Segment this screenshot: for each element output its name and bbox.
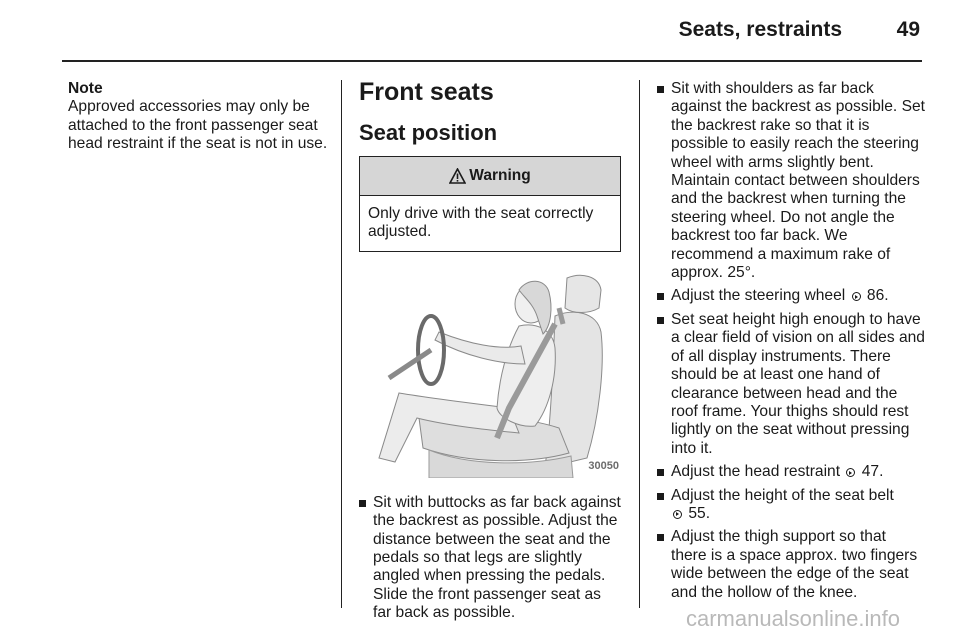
section-title: Front seats xyxy=(359,78,494,106)
column-divider-2 xyxy=(639,80,640,608)
page-ref-icon xyxy=(852,292,861,301)
list-item: Sit with shoulders as far back against the backrest as possible. Set the backrest rake so that it is possible to easily reach the steering wheel with arms slightly bent. Maintain contact between shoulders and the backrest when turning the steering wheel. Do not angle the backrest too far back. We recommend a maximum rake of approx. 25°. xyxy=(657,80,925,282)
watermark: carmanualsonline.info xyxy=(685,606,900,631)
column-divider-1 xyxy=(341,80,342,608)
page-number: 49 xyxy=(896,18,920,41)
list-item: Adjust the steering wheel 86. xyxy=(657,287,925,305)
column-1 xyxy=(68,80,330,154)
figure xyxy=(359,268,621,478)
column-2 xyxy=(359,80,623,628)
header-title: Seats, restraints xyxy=(678,18,842,41)
warning-title: Warning xyxy=(469,166,531,184)
warning-text: Only drive with the seat correctly adjusted. xyxy=(368,205,594,241)
section-subtitle: Seat position xyxy=(359,120,498,145)
list-item: Set seat height high enough to have a clear field of vision on all sides and of all display instruments. There should be at least one hand of clearance between head and the roof frame. Your thighs should rest lightly on the seat without pressing into it. xyxy=(657,311,925,458)
figure-id: 30050 xyxy=(588,460,619,473)
list-item: Adjust the head restraint 47. xyxy=(657,463,925,481)
warning-header xyxy=(360,157,620,196)
header-rule xyxy=(62,60,922,62)
note-text: Approved accessories may only be attached to the front passenger seat head restraint if the seat is not in use. xyxy=(68,98,328,153)
col2-bullet-list xyxy=(359,494,623,623)
list-item: Adjust the thigh support so that there is a space approx. two fingers wide between the edge of the seat and the hollow of the knee. xyxy=(657,528,925,602)
list-item: Adjust the height of the seat belt 55. xyxy=(657,487,925,524)
col3-bullet-list xyxy=(657,80,925,602)
page-ref[interactable]: 47. xyxy=(861,463,884,481)
page-ref-icon xyxy=(673,510,682,519)
list-item: Sit with buttocks as far back against the backrest as possible. Adjust the distance between the seat and the pedals so that legs are slightly angled when pressing the pedals. Slide the front passenger seat as far back as possible. xyxy=(359,494,623,623)
page-ref[interactable]: 86. xyxy=(866,287,889,305)
note-title: Note xyxy=(68,80,103,97)
seat-position-illustration-icon xyxy=(359,268,621,478)
page-ref-icon xyxy=(846,468,855,477)
warning-box xyxy=(359,156,621,252)
page-ref[interactable]: 55. xyxy=(688,504,711,522)
column-3 xyxy=(657,80,925,607)
warning-icon xyxy=(449,168,466,184)
